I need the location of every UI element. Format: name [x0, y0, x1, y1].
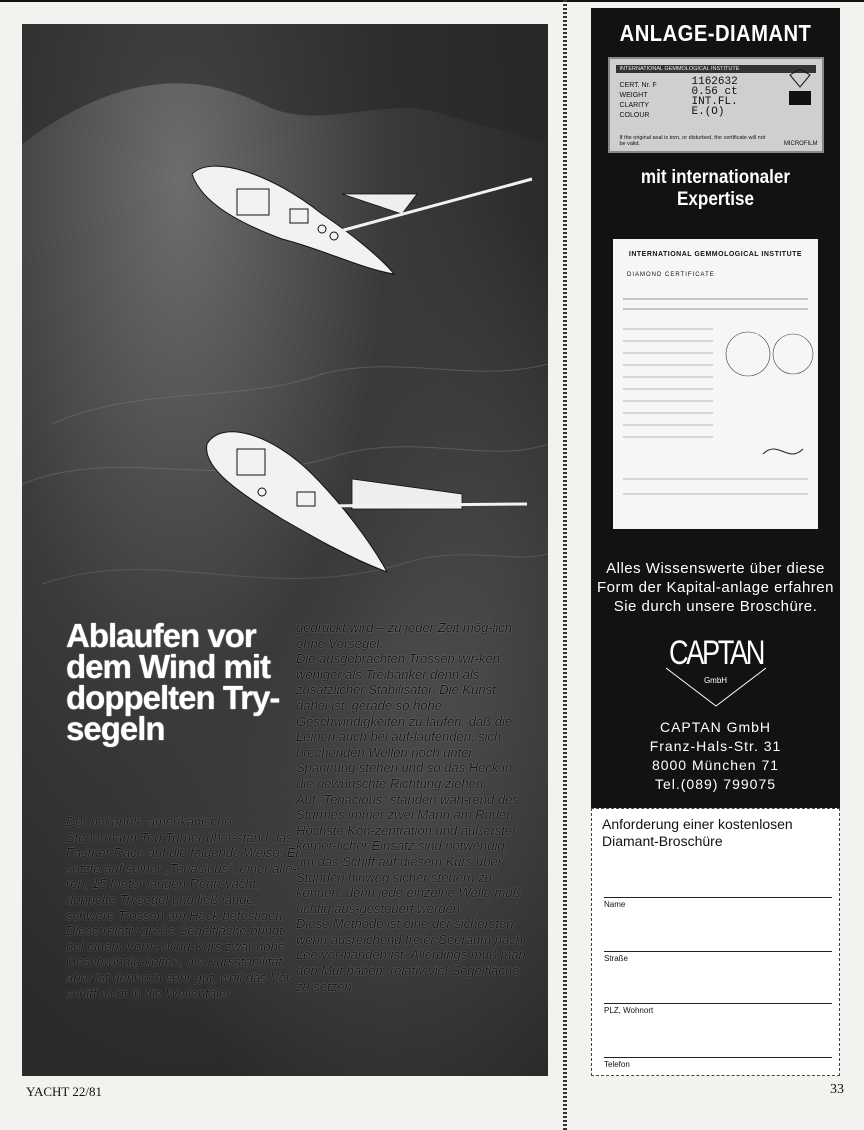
boat-lower: [207, 432, 527, 572]
article-column-2: [296, 620, 528, 994]
company-name: CAPTAN GmbH: [659, 719, 772, 735]
logo-text: CAPTAN: [668, 634, 763, 672]
card-microfilm: MICROFILM: [783, 141, 818, 147]
card-row-labels: [620, 81, 657, 121]
coupon-title: Anforderung einer kostenlosen Diamant-Broschüre: [602, 816, 793, 849]
ad-title: ANLAGE-DIAMANT: [619, 20, 812, 46]
company-city: 8000 München 71: [651, 757, 780, 773]
card-value: 1162632: [691, 76, 738, 88]
city-field[interactable]: PLZ, Wohnort: [604, 1003, 832, 1015]
card-row-label: COLOUR: [619, 112, 650, 119]
diamond-advertisement: [591, 8, 840, 808]
cert-header: INTERNATIONAL GEMMOLOGICAL INSTITUTE: [628, 251, 803, 258]
card-value: INT.FL.: [691, 96, 738, 108]
captan-logo: [651, 628, 781, 708]
perforation-line: [563, 0, 567, 1130]
article-headline: Ablaufen vor dem Wind mit doppelten Try-segeln: [66, 617, 280, 747]
name-field[interactable]: Name: [604, 897, 832, 909]
column-2-paragraph: Diese Methode ist eine der sichersten, wenn ausreichend freier Seeraum nach Lee vor-handen ist. Allerdings muß man den Mut haben, relativ viel Segelfläche zu setzen.: [296, 916, 526, 994]
company-street: Franz-Hals-Str. 31: [649, 738, 782, 754]
street-field[interactable]: Straße: [604, 951, 832, 963]
column-2-paragraph: Die ausgebrachten Trossen wir-ken weniger als Treibanker denn als zusätzlicher Stabilisator. Die Kunst dabei ist, gerade so hohe Geschwindigkeiten zu laufen, daß die Leinen auch bei auf-laufenden, sich brechenden Wellen noch unter Spannung stehen und so das Heck in die gewünschte Richtung ziehen.: [296, 651, 513, 791]
diamond-certificate: [613, 239, 818, 529]
ad-subtitle: mit internationaler Expertise: [640, 167, 791, 210]
card-row-label: CERT. Nr. F: [619, 82, 657, 89]
card-row-label: CLARITY: [619, 102, 650, 109]
top-rule: [0, 0, 864, 2]
card-value: E.(O): [691, 106, 725, 118]
sailboat-photo: [22, 24, 548, 1076]
certificate-illustration: [613, 289, 818, 529]
card-value: 0.56 ct: [691, 86, 738, 98]
article-column-1: [66, 814, 300, 1001]
card-row-label: WEIGHT: [619, 92, 648, 99]
order-coupon[interactable]: [591, 808, 840, 1076]
ad-body-text: Alles Wissenswerte über diese Form der Kapital-anlage erfahren Sie durch unsere Broschüre.: [597, 560, 834, 615]
column-2-paragraph: gedrückt wird – zu jeder Zeit mög-lich ohne Vorsegel.: [296, 620, 513, 651]
company-phone: Tel.(089) 799075: [654, 776, 777, 792]
page-number: 33: [830, 1082, 844, 1097]
logo-gmbh: GmbH: [703, 676, 728, 685]
cert-subtitle: DIAMOND CERTIFICATE: [627, 272, 715, 278]
magazine-issue: YACHT 22/81: [26, 1084, 102, 1099]
card-values: [692, 77, 738, 117]
card-note: If the original seal is torn, or disturbed, the certificate will not be valid.: [619, 135, 766, 147]
card-header: INTERNATIONAL GEMMOLOGICAL INSTITUTE: [616, 65, 816, 73]
company-address: [591, 718, 840, 794]
diamond-icon: [786, 67, 814, 107]
phone-field[interactable]: Telefon: [604, 1057, 832, 1069]
column-2-paragraph: Auf „Tenacious“ standen wäh-rend des Sturmes immer zwei Mann am Ruder. Höchste Kon-zentration und äußerster körper-licher Einsatz sind notwendig, um das Schiff auf diesem Kurs über Stunden hinweg sicher steuern zu können, denn jede einzelne Welle muß richtig aus-gesteuert werden.: [296, 791, 521, 916]
boat-upper: [192, 166, 532, 274]
column-1-paragraph: Diese relativ große Segelfläche bringt bei einem Vorm-Wind-Kurs zwar hohe Geschwindig-keiten, die Kursstabilität aber ist dennoch sehr gut, weil das Vor-schiff nicht in die Wellentäler: [66, 923, 295, 1001]
column-1-paragraph: Der bekannte amerikanische Steuermann Ted Turner über-stand das Fastnet-Race auf die folgende Weise: Er setzte auf seiner „Tenacious“, einer alle-ren, 15 Meter langen Renn-yacht, doppelte Trysegel und ließ lange, schwere Trossen am Heck befestigen.: [66, 814, 300, 923]
certificate-card: [608, 57, 824, 153]
